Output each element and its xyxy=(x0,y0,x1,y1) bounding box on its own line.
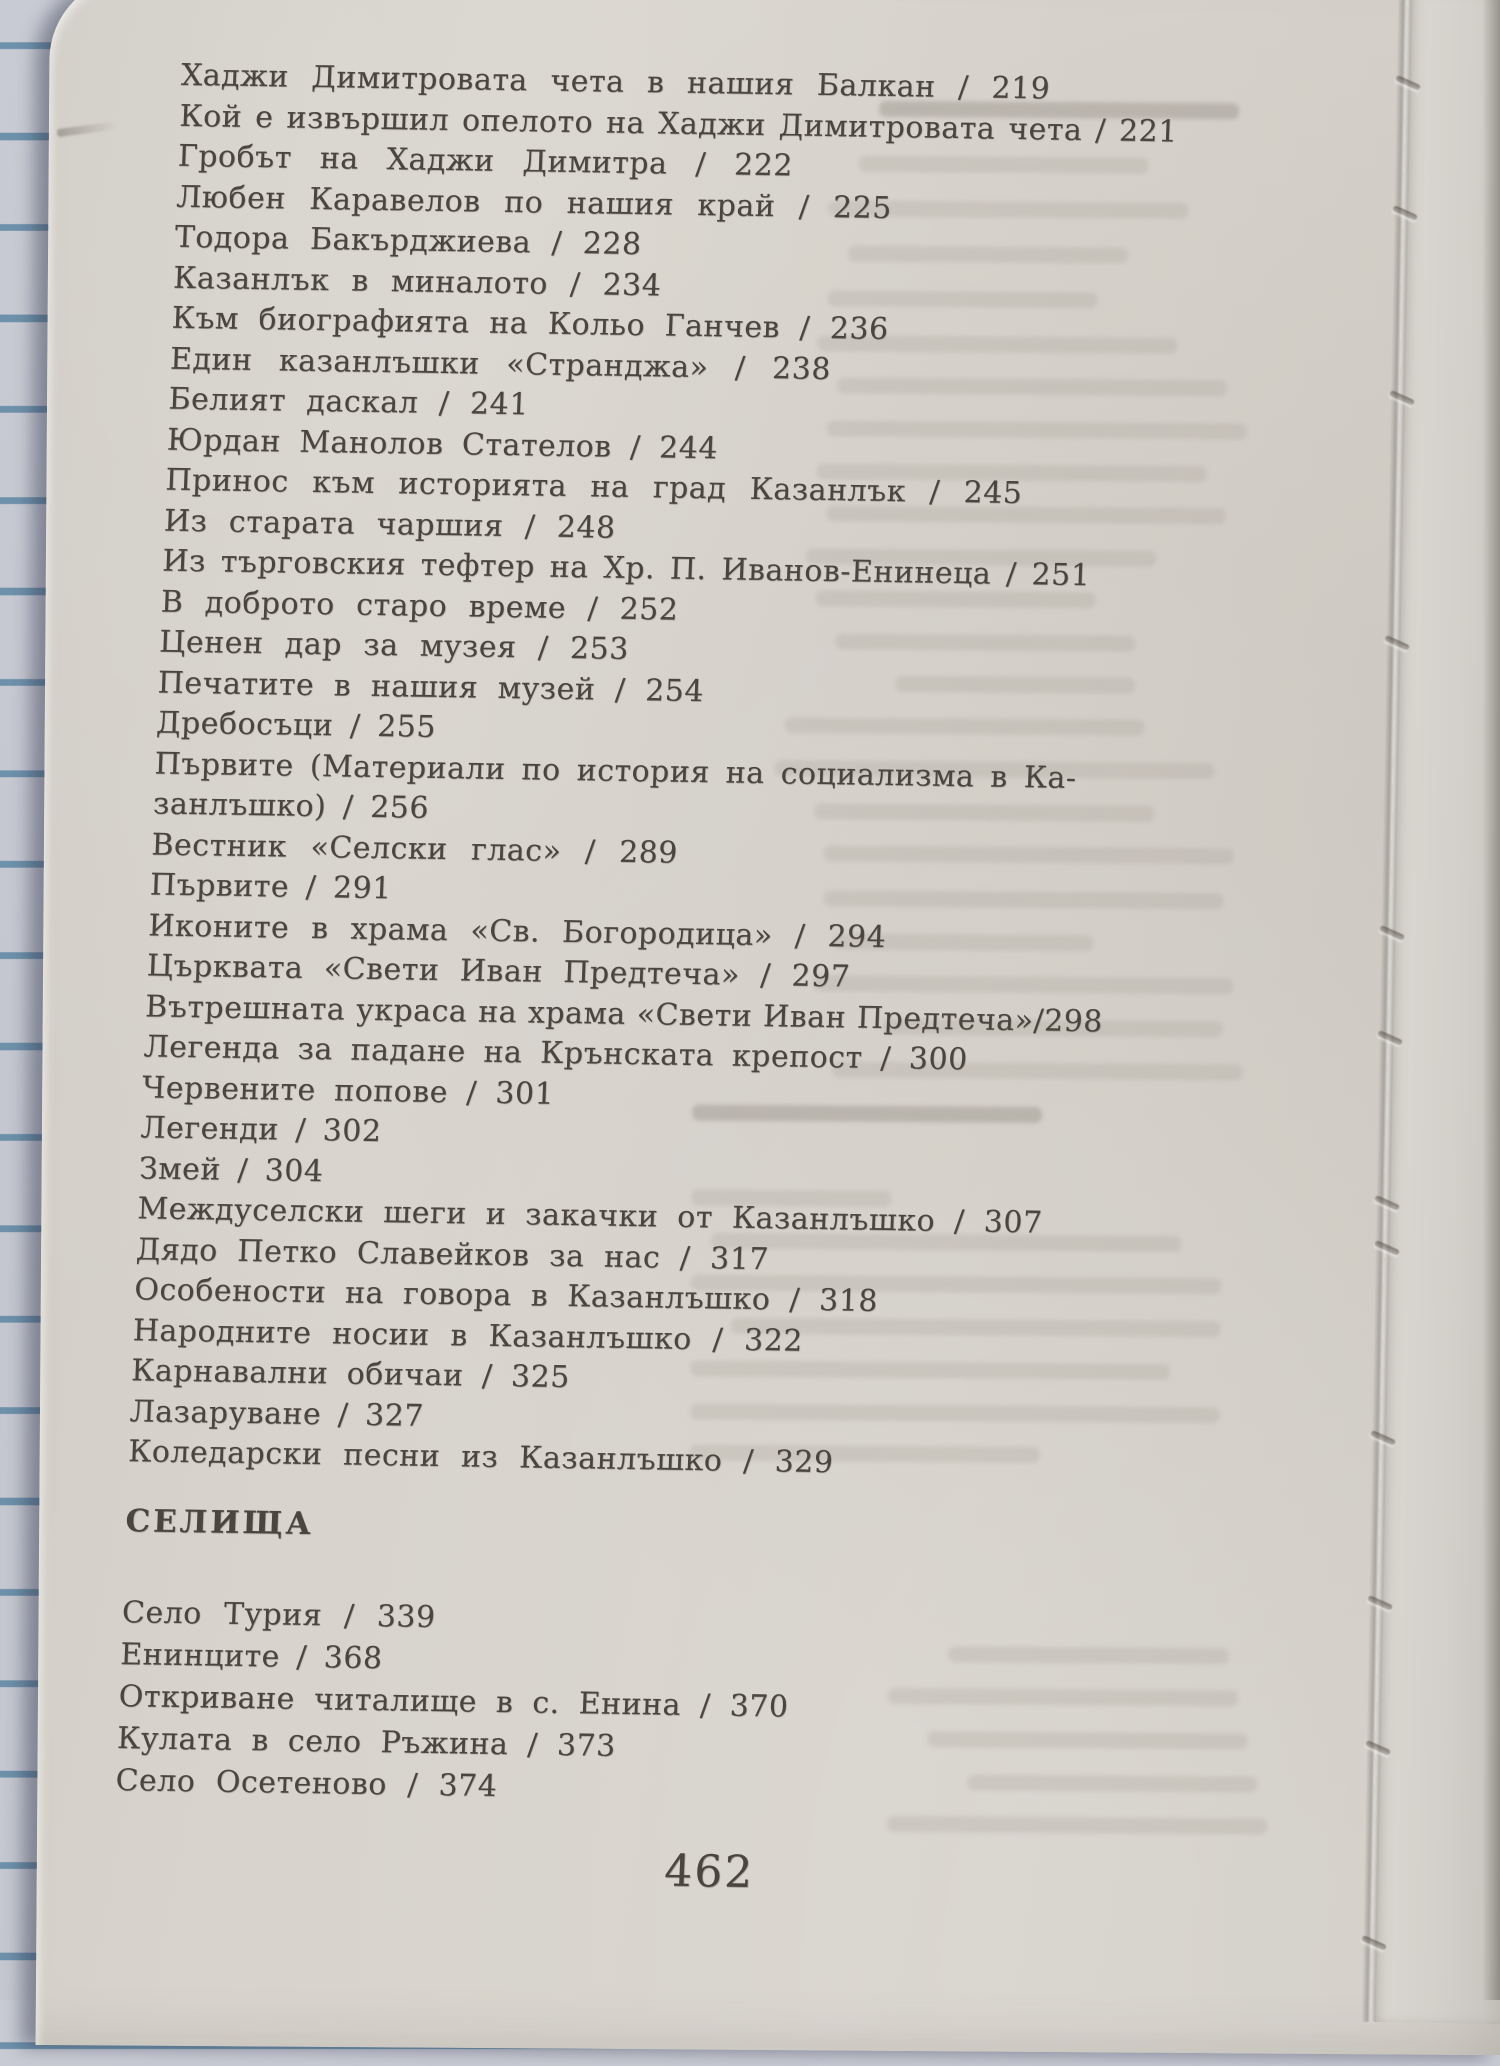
gutter-shadow xyxy=(1482,0,1500,2000)
toc-line: Вътрешната украса на храма «Свети Иван Предтеча»/298 xyxy=(144,988,1104,1039)
toc-line: Казанлък в миналото / 234 xyxy=(172,260,663,303)
toc-line: Вестник «Селски глас» / 289 xyxy=(150,826,679,871)
toc-line: Принос към историята на град Казанлък / 245 xyxy=(164,462,1024,512)
toc-line: Първите / 291 xyxy=(149,867,393,907)
toc-line: Хаджи Димитровата чета в нашия Балкан / 219 xyxy=(180,57,1051,107)
toc-line: Легенди / 302 xyxy=(139,1110,383,1150)
toc-line: Междуселски шеги и закачки от Казанлъшко / 307 xyxy=(136,1191,1044,1241)
toc-line: Първите (Материали по история на социализма в Ка- xyxy=(153,746,1078,796)
toc-line: Църквата «Свети Иван Предтеча» / 297 xyxy=(146,948,851,995)
toc-line: занлъшко) / 256 xyxy=(152,786,430,826)
toc-line: Коледарски песни из Казанлъшко / 329 xyxy=(127,1434,835,1481)
village-line: Село Осетеново / 374 xyxy=(114,1763,498,1805)
toc-line: Особености на говора в Казанлъшко / 318 xyxy=(133,1272,879,1319)
village-line: Село Турия / 339 xyxy=(121,1595,437,1636)
toc-line: Към биографията на Кольо Ганчев / 236 xyxy=(171,300,890,347)
toc-line: Народните носии в Казанлъшко / 322 xyxy=(132,1312,804,1359)
toc-line: Червените попове / 301 xyxy=(141,1069,555,1112)
toc-line: Легенда за падане на Крънската крепост / 300 xyxy=(143,1029,969,1078)
toc-line: Карнавални обичаи / 325 xyxy=(130,1353,571,1396)
page-number: 462 xyxy=(663,1845,756,1899)
toc-line: Юрдан Манолов Стателов / 244 xyxy=(166,422,719,466)
toc-line: Тодора Бакърджиева / 228 xyxy=(174,219,643,263)
toc-line: Из старата чаршия / 248 xyxy=(163,503,617,546)
toc-line: Змей / 304 xyxy=(138,1150,325,1189)
village-line: Откриване читалище в с. Енина / 370 xyxy=(118,1679,790,1725)
toc-line: Иконите в храма «Св. Богородица» / 294 xyxy=(147,907,887,955)
toc-line: Любен Каравелов по нашия край / 225 xyxy=(175,179,893,226)
book-page xyxy=(36,0,1500,2055)
village-line: Енинците / 368 xyxy=(119,1637,384,1677)
toc-line: Дребосъци / 255 xyxy=(155,705,437,745)
toc-line: Печатите в нашия музей / 254 xyxy=(157,665,705,709)
toc-line: В доброто старо време / 252 xyxy=(160,584,680,628)
toc-line: Един казанлъшки «Странджа» / 238 xyxy=(169,341,832,387)
toc-line: Из търговския тефтер на Хр. П. Иванов-Енинеца / 251 xyxy=(161,543,1091,594)
village-line: Кулата в село Ръжина / 373 xyxy=(116,1721,617,1764)
toc-line: Гробът на Хаджи Димитра / 222 xyxy=(177,138,794,184)
toc-line: Ценен дар за музея / 253 xyxy=(158,624,630,667)
toc-line: Лазаруване / 327 xyxy=(129,1393,425,1434)
toc-line: Дядо Петко Славейков за нас / 317 xyxy=(135,1231,770,1277)
toc-line: Белият даскал / 241 xyxy=(167,381,530,423)
toc-line: Кой е извършил опелото на Хаджи Димитровата чета / 221 xyxy=(178,98,1179,150)
section-heading: СЕЛИЩА xyxy=(124,1503,315,1543)
